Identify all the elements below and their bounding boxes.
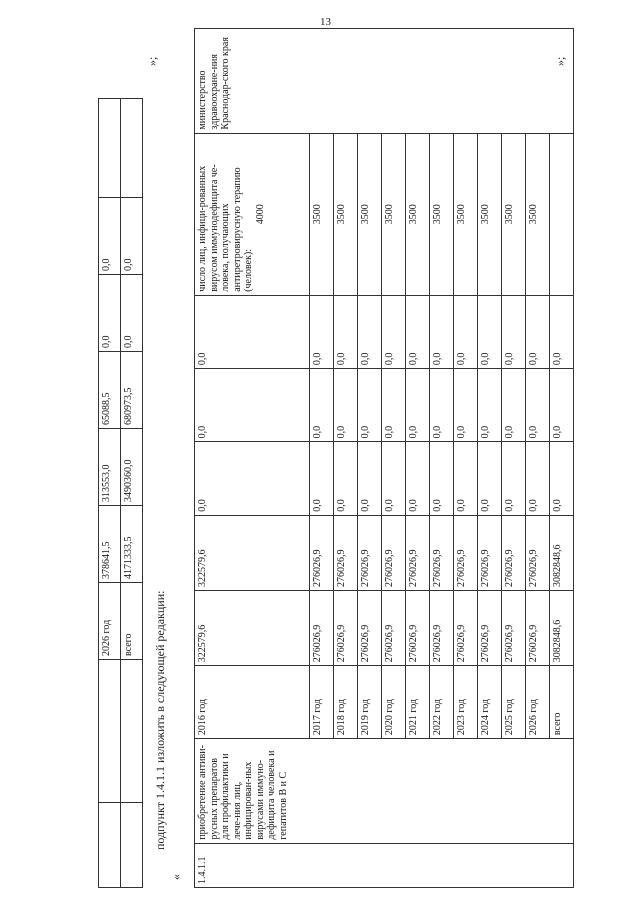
main-table-cell-regional: 276026,9 bbox=[358, 515, 382, 590]
main-table-cell-federal: 0,0 bbox=[358, 442, 382, 515]
main-table-row bbox=[195, 29, 310, 888]
item-name: приобретение антиви-русных препаратов для профилактики и лече-ния лиц, инфицирован-ных вирусами иммуно-дефицита человека и гепатитов В и С bbox=[195, 739, 574, 844]
indicator-text: число лиц, инфици-рованных вирусом иммунодефицита че-ловека, получающих антиретровирусную терапию (человек): bbox=[197, 164, 254, 292]
main-table-cell-total: 276026,9 bbox=[430, 590, 454, 665]
main-table-cell-other: 0,0 bbox=[454, 295, 478, 368]
main-table-cell-federal: 0,0 bbox=[310, 442, 334, 515]
main-table-cell-other: 0,0 bbox=[310, 295, 334, 368]
main-table-cell-local: 0,0 bbox=[430, 369, 454, 442]
top-table-row bbox=[99, 99, 121, 888]
empty-cell bbox=[99, 99, 121, 198]
indicator-value-cell: 3500 bbox=[502, 133, 526, 295]
main-table-cell-regional: 276026,9 bbox=[454, 515, 478, 590]
main-table-cell-federal: 0,0 bbox=[478, 442, 502, 515]
main-table-cell-year: 2016 год bbox=[195, 666, 310, 739]
top-table-cell: 0,0 bbox=[99, 198, 121, 275]
rotated-content bbox=[6, 28, 606, 888]
main-table-cell-federal: 0,0 bbox=[430, 442, 454, 515]
main-table-cell-local: 0,0 bbox=[526, 369, 550, 442]
main-table-cell-regional: 276026,9 bbox=[526, 515, 550, 590]
main-table-cell-regional: 276026,9 bbox=[406, 515, 430, 590]
top-table-cell: 3490360,0 bbox=[121, 429, 143, 506]
main-table-cell-year: 2024 год bbox=[478, 666, 502, 739]
top-table-cell: 4171333,5 bbox=[121, 506, 143, 583]
main-table-cell-year: 2026 год bbox=[526, 666, 550, 739]
main-table-cell-federal: 0,0 bbox=[195, 442, 310, 515]
indicator-value-cell: 3500 bbox=[430, 133, 454, 295]
main-table-cell-local: 0,0 bbox=[406, 369, 430, 442]
empty-cell bbox=[121, 99, 143, 198]
main-table-cell-year: 2020 год bbox=[382, 666, 406, 739]
main-table-cell-other: 0,0 bbox=[358, 295, 382, 368]
main-table-cell-total: 276026,9 bbox=[334, 590, 358, 665]
indicator-value-cell: 3500 bbox=[334, 133, 358, 295]
top-table-cell: 65088,5 bbox=[99, 352, 121, 429]
main-table-cell-other: 0,0 bbox=[334, 295, 358, 368]
main-table-cell-local: 0,0 bbox=[195, 369, 310, 442]
main-table-cell-total: 276026,9 bbox=[310, 590, 334, 665]
empty-cell bbox=[99, 660, 121, 803]
item-number: 1.4.1.1 bbox=[195, 843, 574, 887]
top-table-row bbox=[121, 99, 143, 888]
main-table-cell-year: 2023 год bbox=[454, 666, 478, 739]
main-table-cell-regional: 276026,9 bbox=[382, 515, 406, 590]
executor: министерство здравоохране-ния Краснодар-ского края bbox=[195, 29, 574, 134]
main-table-cell-federal: 0,0 bbox=[526, 442, 550, 515]
main-table-cell-federal: 0,0 bbox=[454, 442, 478, 515]
indicator-value-cell bbox=[195, 133, 310, 295]
main-table-cell-local: 0,0 bbox=[454, 369, 478, 442]
main-table-cell-total: 276026,9 bbox=[406, 590, 430, 665]
main-table-cell-local: 0,0 bbox=[502, 369, 526, 442]
main-table-cell-year: 2017 год bbox=[310, 666, 334, 739]
main-table-cell-other: 0,0 bbox=[430, 295, 454, 368]
indicator-value-cell: 3500 bbox=[382, 133, 406, 295]
indicator-value-cell: 3500 bbox=[406, 133, 430, 295]
indicator-value-cell: 3500 bbox=[478, 133, 502, 295]
top-table-cell: 0,0 bbox=[121, 198, 143, 275]
main-table-cell-federal: 0,0 bbox=[550, 442, 574, 515]
main-table-cell-local: 0,0 bbox=[358, 369, 382, 442]
indicator-value-cell: 3500 bbox=[310, 133, 334, 295]
top-table-cell: 2026 год bbox=[99, 583, 121, 660]
main-table-cell-regional: 276026,9 bbox=[430, 515, 454, 590]
main-table-cell-federal: 0,0 bbox=[382, 442, 406, 515]
empty-cell bbox=[121, 660, 143, 803]
main-table-cell-other: 0,0 bbox=[478, 295, 502, 368]
top-table-cell: 0,0 bbox=[99, 275, 121, 352]
top-close-quote: »; bbox=[145, 56, 159, 66]
indicator-value-cell: 3500 bbox=[526, 133, 550, 295]
indicator-value-cell: 3500 bbox=[454, 133, 478, 295]
indicator-value-cell: 3500 bbox=[358, 133, 382, 295]
main-table-cell-year: 2022 год bbox=[430, 666, 454, 739]
main-table-cell-total: 3082848,6 bbox=[550, 590, 574, 665]
main-table-cell-total: 322579,6 bbox=[195, 590, 310, 665]
main-table-cell-federal: 0,0 bbox=[334, 442, 358, 515]
main-table-cell-regional: 3082848,6 bbox=[550, 515, 574, 590]
top-table-cell: 313553,0 bbox=[99, 429, 121, 506]
main-table-cell-regional: 276026,9 bbox=[310, 515, 334, 590]
indicator-value: 4000 bbox=[254, 204, 266, 225]
main-table bbox=[194, 28, 574, 888]
main-table-cell-regional: 276026,9 bbox=[334, 515, 358, 590]
main-table-cell-total: 276026,9 bbox=[502, 590, 526, 665]
main-table-cell-federal: 0,0 bbox=[502, 442, 526, 515]
main-table-cell-total: 276026,9 bbox=[382, 590, 406, 665]
subsection-heading: подпункт 1.4.1.1 изложить в следующей редакции: bbox=[153, 590, 167, 850]
open-quote: « bbox=[169, 874, 183, 880]
main-table-cell-other: 0,0 bbox=[382, 295, 406, 368]
main-table-cell-local: 0,0 bbox=[550, 369, 574, 442]
main-table-cell-total: 276026,9 bbox=[358, 590, 382, 665]
top-table-cell: 0,0 bbox=[121, 275, 143, 352]
main-table-cell-local: 0,0 bbox=[382, 369, 406, 442]
main-table-cell-other: 0,0 bbox=[502, 295, 526, 368]
empty-cell bbox=[99, 803, 121, 888]
main-table-cell-regional: 276026,9 bbox=[478, 515, 502, 590]
empty-cell bbox=[121, 803, 143, 888]
main-table-cell-local: 0,0 bbox=[478, 369, 502, 442]
main-table-cell-year: 2018 год bbox=[334, 666, 358, 739]
main-table-cell-year: 2021 год bbox=[406, 666, 430, 739]
main-table-cell-other: 0,0 bbox=[526, 295, 550, 368]
main-table-cell-year: всего bbox=[550, 666, 574, 739]
main-table-cell-total: 276026,9 bbox=[454, 590, 478, 665]
main-table-cell-total: 276026,9 bbox=[526, 590, 550, 665]
main-table-cell-local: 0,0 bbox=[310, 369, 334, 442]
top-table-cell: 378641,5 bbox=[99, 506, 121, 583]
main-table-cell-regional: 322579,6 bbox=[195, 515, 310, 590]
main-table-cell-other: 0,0 bbox=[195, 295, 310, 368]
main-table-cell-other: 0,0 bbox=[550, 295, 574, 368]
main-close-quote: »; bbox=[553, 56, 567, 66]
indicator-value-cell bbox=[550, 133, 574, 295]
main-table-cell-federal: 0,0 bbox=[406, 442, 430, 515]
main-table-cell-total: 276026,9 bbox=[478, 590, 502, 665]
top-table-cell: всего bbox=[121, 583, 143, 660]
main-table-cell-year: 2025 год bbox=[502, 666, 526, 739]
page-number: 13 bbox=[320, 16, 331, 28]
top-table bbox=[98, 98, 143, 888]
main-table-cell-regional: 276026,9 bbox=[502, 515, 526, 590]
main-table-cell-other: 0,0 bbox=[406, 295, 430, 368]
main-table-cell-local: 0,0 bbox=[334, 369, 358, 442]
top-table-cell: 680973,5 bbox=[121, 352, 143, 429]
main-table-cell-year: 2019 год bbox=[358, 666, 382, 739]
